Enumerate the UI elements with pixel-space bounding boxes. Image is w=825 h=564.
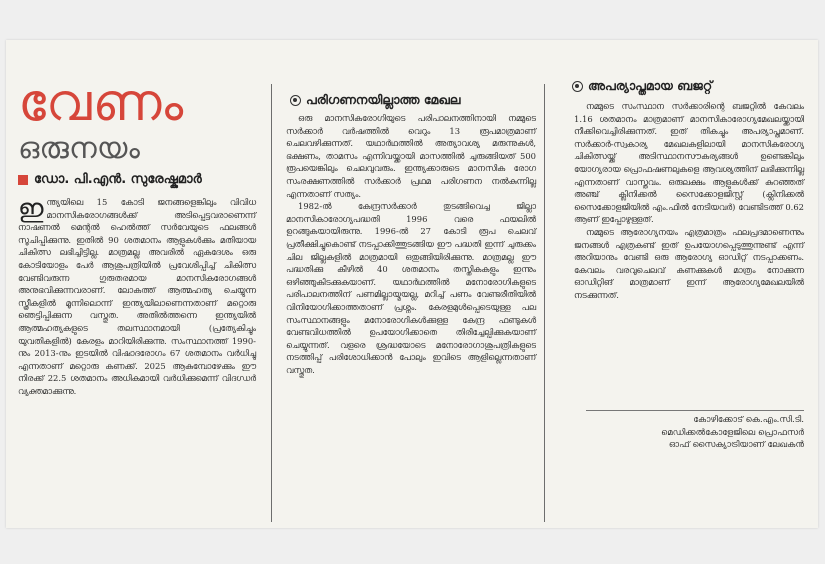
author-note-line: ഓഫ് സൈക്യാട്രിയാണ് ലേഖകൻ [668,440,804,451]
paragraph: 1982-ൽ കേന്ദ്രസർക്കാർ തുടങ്ങിവെച്ച ജില്ലാ മാനസികാരോഗ്യപദ്ധതി 1996 വരെ ഫയലിൽ ഉറങ്ങുകയായിരുന്നു. 1996-ൽ 27 കോടി രൂപ ചെലവ് പ്രതീക്ഷിച്ചുകൊണ്ട് നടപ്പാക്കിത്തുടങ്ങിയ ഈ പദ്ധതി ഇന്ന് ചുരുക്കം ചില ജില്ലകളിൽ മാത്രമായി ഒതുങ്ങിയിരിക്കുന്നു. മാത്രമല്ല ഈ പദ്ധതിക്കു കീഴിൽ 40 ശതമാനം തസ്തികകളും ഇന്നും ഒഴിഞ്ഞുകിടക്കുകയാണ്. യഥാർഥത്തിൽ മനോരോഗികളുടെ പരിപാലനത്തിന് പണമില്ലായ്മയല്ല, മറിച്ച് പണം വേണ്ടരീതിയിൽ വിനിയോഗിക്കാത്തതാണ് പ്രശ്നം. കേരളമുൾപ്പെടെയുള്ള പല സംസ്ഥാനങ്ങളും മനോരോഗികൾക്കുള്ള കേന്ദ്ര ഫണ്ടുകൾ വേണ്ടവിധത്തിൽ ഉപയോഗിക്കാതെ തിരിച്ചേല്പിക്കുകയാണ് ചെയ്യുന്നത്. വളരെ ശ്രദ്ധയോടെ മനോരോഗാശുപത്രികളുടെ നടത്തിപ്പ് പരിശോധിക്കാൻ പോലും ഇവിടെ ആളില്ലെന്നതാണ് വസ്തുത. [286,201,536,375]
section-heading [290,92,460,108]
heading-bullet-icon [572,81,583,92]
column-middle-body [286,112,536,376]
column-right [546,40,818,528]
newspaper-clipping [6,40,818,528]
column-left-body [18,196,256,398]
article-title: വേണം [18,73,185,133]
author-note-line: മെഡിക്കൽകോളേജിലെ പ്രൊഫസർ [661,427,804,438]
author-note-line: കോഴിക്കോട് കെ.എം.സി.ടി. [693,415,804,425]
column-left-text: ന്ത്യയിലെ 15 കോടി ജനങ്ങളെങ്കിലും വിവിധ മാനസികരോഗങ്ങൾക്ക് അടിപ്പെട്ടവരാണെന്ന് നാഷണൽ മെന്റൽ ഹെൽത്ത് സർവേയുടെ ഫലങ്ങൾ സൂചിപ്പിക്കുന്നു. ഇതിൽ 90 ശതമാനം ആളുകൾക്കും മതിയായ ചികിത്സ ലഭിച്ചിട്ടില്ല. മാത്രമല്ല അവരിൽ ഏകദേശം ഒരു കോടിയോളം പേർ ആശുപത്രിയിൽ പ്രവേശിപ്പിച്ച് ചികിത്സ വേണ്ടിവരുന്ന ഗുരുതരമായ മാനസികരോഗങ്ങൾ അനുഭവിക്കുന്നവരാണ്. ലോകത്ത് ആത്മഹത്യ ചെയ്യുന്ന സ്ത്രീകളിൽ മൂന്നിലൊന്ന് ഇന്ത്യയിലാണെന്നതാണ് മറ്റൊരു ഞെട്ടിപ്പിക്കുന്ന വസ്തുത. അതിൽത്തന്നെ ഇന്ത്യയിൽ ആത്മഹത്യകളുടെ തലസ്ഥാനമായി (പ്രത്യേകിച്ചും യുവതികളിൽ) കേരളം മാറിയിരിക്കുന്നു. സംസ്ഥാനത്ത് 1990-നും 2013-നും ഇടയിൽ വിഷാദരോഗം 67 ശതമാനം വർധിച്ചു എന്നതാണ് മറ്റൊരു കണക്ക്. 2025 ആകുമ്പോഴേക്കും ഈ നിരക്ക് 22.5 ശതമാനം അധികമായി വർധിക്കുമെന്ന് വിദഗ്ധർ വ്യക്തമാക്കുന്നു. [18,197,256,396]
column-right-body [574,100,804,302]
paragraph: നമ്മുടെ ആരോഗ്യനയം എത്രമാത്രം ഫലപ്രദമാണെന്നും ജനങ്ങൾ എത്രകണ്ട് ഇത് ഉപയോഗപ്പെടുത്തുന്നുണ്ട് എന്ന് അറിയാനും വേണ്ടി ഒരു ആരോഗ്യ ഓഡിറ്റ് നടപ്പാക്കണം. കേവലം വരവുചെലവ് കണക്കുകൾ മാത്രം നോക്കുന്ന ഓഡിറ്റിങ് മാത്രമാണ് ഇന്ന് ആരോഗ്യമേഖലയിൽ നടക്കുന്നത്. [574,226,804,300]
author-note [586,410,804,452]
drop-cap: ഇ [18,194,44,224]
byline [18,172,202,187]
paragraph: നമ്മുടെ സംസ്ഥാന സർക്കാരിന്റെ ബജറ്റിൽ കേവലം 1.16 ശതമാനം മാത്രമാണ് മാനസികാരോഗ്യമേഖലയ്ക്കായി നീക്കിവെച്ചിരിക്കുന്നത്. ഇത് തികച്ചും അപര്യാപ്തമാണ്. സർക്കാർ-സ്വകാര്യ മേഖലകളിലായി മാനസികരോഗ്യ ചികിത്സയ്ക്ക് അടിസ്ഥാനസൗകര്യങ്ങൾ ഉണ്ടെങ്കിലും യോഗ്യരായ പ്രൊഫഷണലുകളെ ആവശ്യത്തിന് ലഭിക്കുന്നില്ല എന്നതാണ് വാസ്തവം. ഒരുലക്ഷം ആളുകൾക്ക് കുറഞ്ഞത് അഞ്ച് ക്ലിനിക്കൽ സൈക്കോളജിസ്റ്റ് (ക്ലിനിക്കൽ സൈക്കോളജിയിൽ എം.ഫിൽ നേടിയവർ) വേണ്ടിടത്ത് 0.62 ആണ് ഇപ്പോഴുള്ളത്. [574,101,804,225]
column-divider [544,84,545,522]
section-heading [572,78,712,94]
heading-text: അപര്യാപ്തമായ ബജറ്റ് [588,78,713,93]
author-name: ഡോ. പി.എൻ. സുരേഷ്കുമാർ [34,172,202,187]
heading-bullet-icon [290,95,301,106]
paragraph: ഒരു മാനസികരോഗിയുടെ പരിപാലനത്തിനായി നമ്മുടെ സർക്കാർ വർഷത്തിൽ വെറും 13 രൂപമാത്രമാണ് ചെലവഴിക്കുന്നത്. യഥാർഥത്തിൽ അത്യാവശ്യ മരുന്നുകൾ, ഭക്ഷണം, താമസം എന്നിവയ്ക്കായി മാസത്തിൽ ചുരുങ്ങിയത് 500 രൂപയെങ്കിലും ചെലവുവരും. ഇന്ത്യക്കാരുടെ മാനസിക രോഗ സംരക്ഷണത്തിൽ സർക്കാർ പ്രഥമ പരിഗണന നൽകുന്നില്ല എന്നതാണ് സത്യം. [286,113,536,199]
article-subtitle: ഒരുനയം [18,131,140,166]
column-middle [276,40,541,528]
heading-text: പരിഗണനയില്ലാത്ത മേഖല [306,92,461,107]
byline-marker-icon [18,175,28,185]
column-divider [271,84,272,522]
column-left [6,40,268,528]
